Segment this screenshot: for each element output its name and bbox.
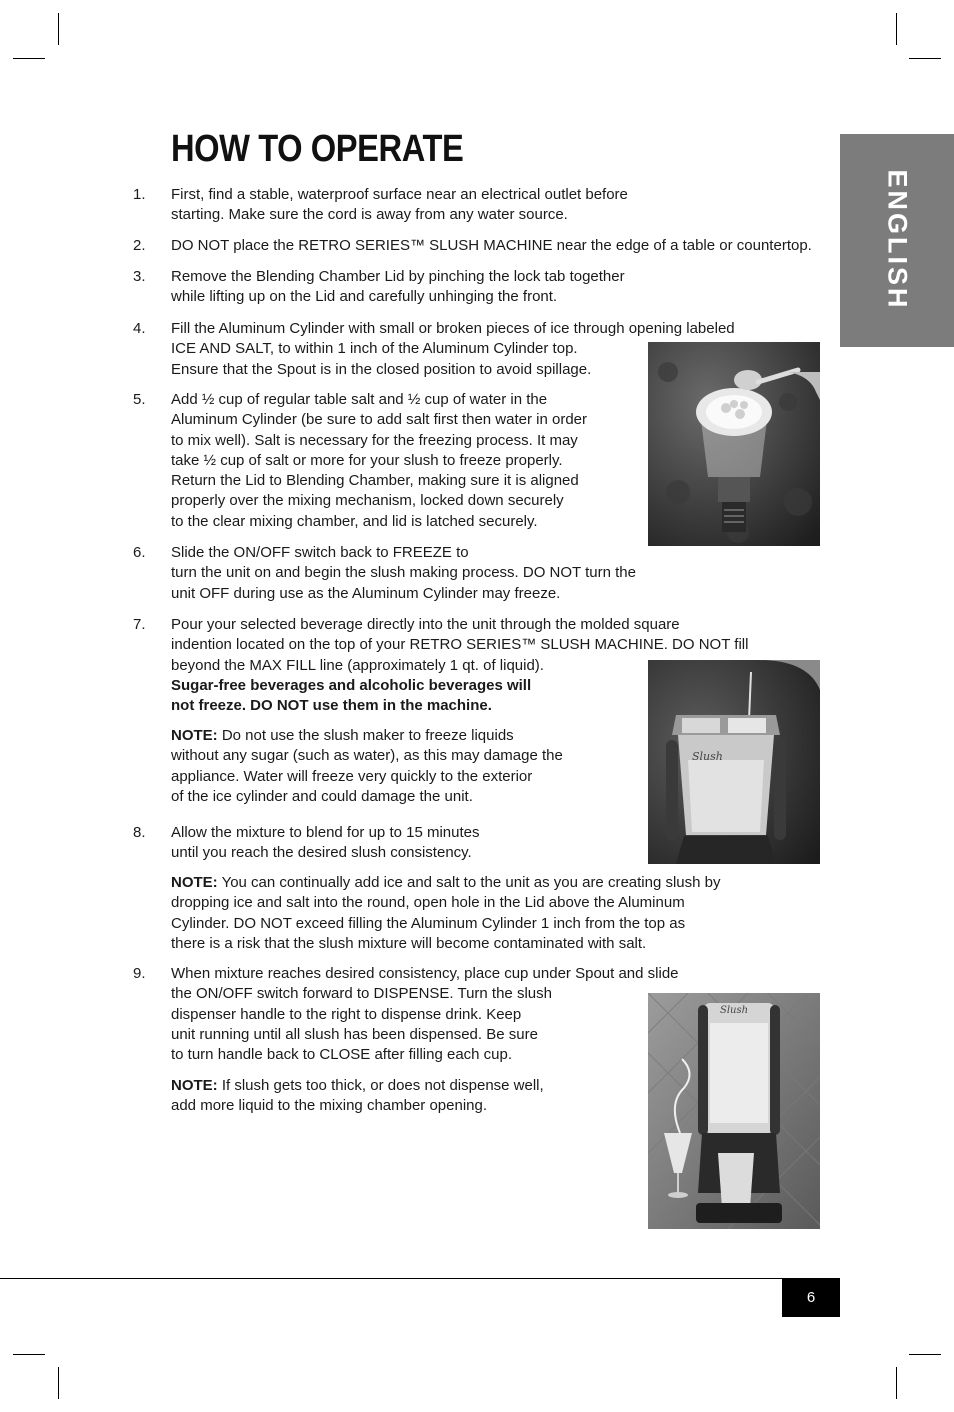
step-number: 5. [133,391,146,408]
crop-mark-bottom-left-v [58,1367,59,1399]
crop-mark-bottom-left-h [13,1354,45,1355]
step-text: Add ½ cup of regular table salt and ½ cup of water in the Aluminum Cylinder (be sure to add salt first then water in order to mix well). Salt is necessary for the freezing process. It may take ½ cup of salt or more for your slush to freeze properly. Return the Lid to Blending Chamber, making sure it is aligned properly over the mixing mechanism, locked down securely to the clear mixing chamber, and lid is latched securely. [171,391,588,530]
step-text: Allow the mixture to blend for up to 15 minutes until you reach the desired slush consistency. [171,824,480,862]
step-text: First, find a stable, waterproof surface near an electrical outlet before starting. Make sure the cord is away from any water source. [171,186,628,224]
step-text: Remove the Blending Chamber Lid by pinching the lock tab together while lifting up on the Lid and carefully unhinging the front. [171,268,625,306]
step-number: 6. [133,544,146,561]
crop-mark-top-left-h [13,58,45,59]
step-number: 3. [133,268,146,285]
note-text: NOTE: If slush gets too thick, or does not dispense well, add more liquid to the mixing chamber opening. [171,1077,544,1115]
step-number: 7. [133,616,146,633]
crop-mark-bottom-right-h [909,1354,941,1355]
step-number: 4. [133,320,146,337]
note-label: NOTE: [171,727,218,744]
step-number: 8. [133,824,146,841]
photo-pouring-beverage [648,660,820,864]
step-text: Fill the Aluminum Cylinder with small or broken pieces of ice through opening labeled ICE AND SALT, to within 1 inch of the Aluminum Cylinder top. Ensure that the Spout is in the closed position to avoid spillage. [171,320,735,378]
note-text: NOTE: Do not use the slush maker to freeze liquids without any sugar (such as water), as this may damage the appliance. Water will freeze very quickly to the exterior of the ice cylinder and could damage the unit. [171,727,563,805]
crop-mark-top-right-v [896,13,897,45]
step-text: DO NOT place the RETRO SERIES™ SLUSH MACHINE near the edge of a table or countertop. [171,237,812,254]
step-number: 2. [133,237,146,254]
photo-adding-salt [648,342,820,546]
step-text: When mixture reaches desired consistency, place cup under Spout and slide the ON/OFF switch forward to DISPENSE. Turn the slush dispenser handle to the right to dispense drink. Keep unit running until all slush has been dispensed. Be sure to turn handle back to CLOSE after filling each cup. [171,965,679,1064]
page-title: HOW TO OPERATE [171,128,464,170]
photo-dispensing-slush [648,993,820,1229]
step-text: Slide the ON/OFF switch back to FREEZE to turn the unit on and begin the slush making process. DO NOT turn the unit OFF during use as the Aluminum Cylinder may freeze. [171,544,636,602]
step-number: 9. [133,965,146,982]
crop-mark-top-left-v [58,13,59,45]
crop-mark-top-right-h [909,58,941,59]
footer-rule [0,1278,840,1279]
crop-mark-bottom-right-v [896,1367,897,1399]
step-text: Pour your selected beverage directly into the unit through the molded square indention located on the top of your RETRO SERIES™ SLUSH MACHINE. DO NOT fill beyond the MAX FILL line (approximately 1 qt. of liquid). Sugar-free beverages and alcoholic beverages will not freeze. DO NOT use them in the machine. [171,616,749,715]
language-tab-label: ENGLISH [882,169,913,311]
photo3-logo: Slush [720,1005,749,1016]
step-number: 1. [133,186,146,203]
note-text: NOTE: You can continually add ice and salt to the unit as you are creating slush by dropping ice and salt into the round, open hole in the Lid above the Aluminum Cylinder. DO NOT exceed filling the Aluminum Cylinder 1 inch from the top as there is a risk that the slush mixture will become contaminated with salt. [171,874,721,952]
note-label: NOTE: [171,874,218,891]
language-tab [840,134,954,347]
note-label: NOTE: [171,1077,218,1094]
photo2-logo: Slush [692,750,723,763]
page-number: 6 [782,1278,840,1317]
